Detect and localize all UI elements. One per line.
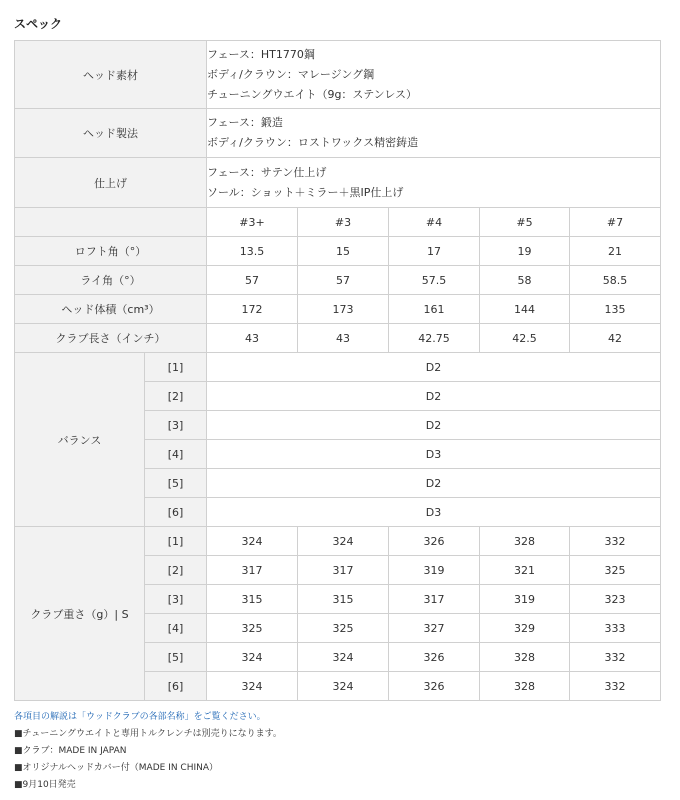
spec-value: 21 — [570, 237, 661, 266]
spec-value: 42.5 — [480, 324, 570, 353]
weight-value: 317 — [298, 556, 389, 585]
spec-value: 13.5 — [207, 237, 298, 266]
spec-value: 43 — [298, 324, 389, 353]
weight-label: クラブ重さ（g）| S — [15, 527, 145, 701]
spec-value: 15 — [298, 237, 389, 266]
weight-value: 323 — [570, 585, 661, 614]
note-item: ■オリジナルヘッドカバー付（MADE IN CHINA） — [14, 763, 219, 773]
weight-value: 324 — [298, 672, 389, 701]
weight-row — [15, 527, 661, 556]
note-item: ■クラブ：MADE IN JAPAN — [14, 746, 127, 756]
weight-value: 328 — [480, 527, 570, 556]
model-header-blank — [15, 208, 207, 237]
balance-value: D3 — [207, 440, 661, 469]
material-line: チューニングウエイト（9g：ステンレス） — [207, 87, 418, 101]
weight-value: 328 — [480, 672, 570, 701]
weight-value: 332 — [570, 527, 661, 556]
weight-value: 325 — [207, 614, 298, 643]
material-row — [15, 158, 661, 208]
spec-row — [15, 295, 661, 324]
weight-value: 326 — [389, 672, 480, 701]
weight-value: 321 — [480, 556, 570, 585]
balance-label: バランス — [15, 353, 145, 527]
weight-value: 317 — [389, 585, 480, 614]
material-line: ボディ/クラウン：マレージング鋼 — [207, 67, 375, 81]
model-header-row — [15, 208, 661, 237]
shaft-label: [1] — [145, 527, 207, 556]
shaft-label: [5] — [145, 643, 207, 672]
spec-value: 42.75 — [389, 324, 480, 353]
weight-value: 333 — [570, 614, 661, 643]
material-line: ボディ/クラウン：ロストワックス精密鋳造 — [207, 136, 419, 149]
model-header: #3+ — [207, 208, 298, 237]
spec-row — [15, 324, 661, 353]
spec-value: 161 — [389, 295, 480, 324]
shaft-label: [3] — [145, 411, 207, 440]
material-row — [15, 109, 661, 158]
balance-value: D3 — [207, 498, 661, 527]
spec-value: 17 — [389, 237, 480, 266]
material-line: フェース：HT1770鋼 — [207, 47, 315, 61]
model-header: #7 — [570, 208, 661, 237]
shaft-label: [2] — [145, 382, 207, 411]
spec-value: 57.5 — [389, 266, 480, 295]
shaft-label: [6] — [145, 672, 207, 701]
spec-row — [15, 266, 661, 295]
model-header: #5 — [480, 208, 570, 237]
weight-value: 332 — [570, 643, 661, 672]
balance-value: D2 — [207, 382, 661, 411]
shaft-label: [3] — [145, 585, 207, 614]
weight-value: 317 — [207, 556, 298, 585]
shaft-label: [2] — [145, 556, 207, 585]
spec-value: 135 — [570, 295, 661, 324]
spec-label: クラブ長さ（インチ） — [15, 324, 207, 353]
model-header: #4 — [389, 208, 480, 237]
shaft-label: [6] — [145, 498, 207, 527]
shaft-label: [1] — [145, 353, 207, 382]
weight-value: 319 — [480, 585, 570, 614]
material-line: フェース：鍛造 — [207, 116, 283, 129]
spec-table — [14, 40, 661, 701]
material-row — [15, 41, 661, 109]
weight-value: 329 — [480, 614, 570, 643]
weight-value: 315 — [207, 585, 298, 614]
weight-value: 324 — [298, 527, 389, 556]
parts-guide-link[interactable]: 各項目の解説は「ウッドクラブの各部名称」をご覧ください。 — [14, 712, 266, 722]
spec-value: 58 — [480, 266, 570, 295]
weight-value: 332 — [570, 672, 661, 701]
material-line: フェース：サテン仕上げ — [207, 165, 327, 179]
shaft-label: [4] — [145, 614, 207, 643]
balance-value: D2 — [207, 469, 661, 498]
notes — [14, 709, 282, 794]
balance-value: D2 — [207, 411, 661, 440]
note-item: ■9月10日発売 — [14, 780, 76, 790]
material-value — [207, 158, 661, 208]
weight-value: 324 — [298, 643, 389, 672]
spec-value: 43 — [207, 324, 298, 353]
spec-value: 42 — [570, 324, 661, 353]
page-title: スペック — [14, 17, 63, 31]
spec-row — [15, 237, 661, 266]
spec-value: 58.5 — [570, 266, 661, 295]
weight-value: 326 — [389, 527, 480, 556]
weight-value: 324 — [207, 672, 298, 701]
material-value — [207, 109, 661, 158]
model-header: #3 — [298, 208, 389, 237]
material-value — [207, 41, 661, 109]
weight-value: 326 — [389, 643, 480, 672]
balance-value: D2 — [207, 353, 661, 382]
material-label: ヘッド製法 — [15, 109, 207, 158]
weight-value: 324 — [207, 527, 298, 556]
shaft-label: [4] — [145, 440, 207, 469]
spec-value: 57 — [298, 266, 389, 295]
shaft-label: [5] — [145, 469, 207, 498]
spec-value: 144 — [480, 295, 570, 324]
note-item: ■チューニングウエイトと専用トルクレンチは別売りになります。 — [14, 729, 282, 739]
spec-value: 172 — [207, 295, 298, 324]
spec-label: ライ角（°） — [15, 266, 207, 295]
balance-row — [15, 353, 661, 382]
material-line: ソール：ショット＋ミラー＋黒IP仕上げ — [207, 185, 404, 199]
spec-value: 173 — [298, 295, 389, 324]
weight-value: 328 — [480, 643, 570, 672]
weight-value: 325 — [298, 614, 389, 643]
spec-value: 19 — [480, 237, 570, 266]
material-label: 仕上げ — [15, 158, 207, 208]
weight-value: 325 — [570, 556, 661, 585]
weight-value: 324 — [207, 643, 298, 672]
weight-value: 315 — [298, 585, 389, 614]
spec-label: ロフト角（°） — [15, 237, 207, 266]
weight-value: 327 — [389, 614, 480, 643]
weight-value: 319 — [389, 556, 480, 585]
material-label: ヘッド素材 — [15, 41, 207, 109]
spec-value: 57 — [207, 266, 298, 295]
spec-label: ヘッド体積（cm³） — [15, 295, 207, 324]
